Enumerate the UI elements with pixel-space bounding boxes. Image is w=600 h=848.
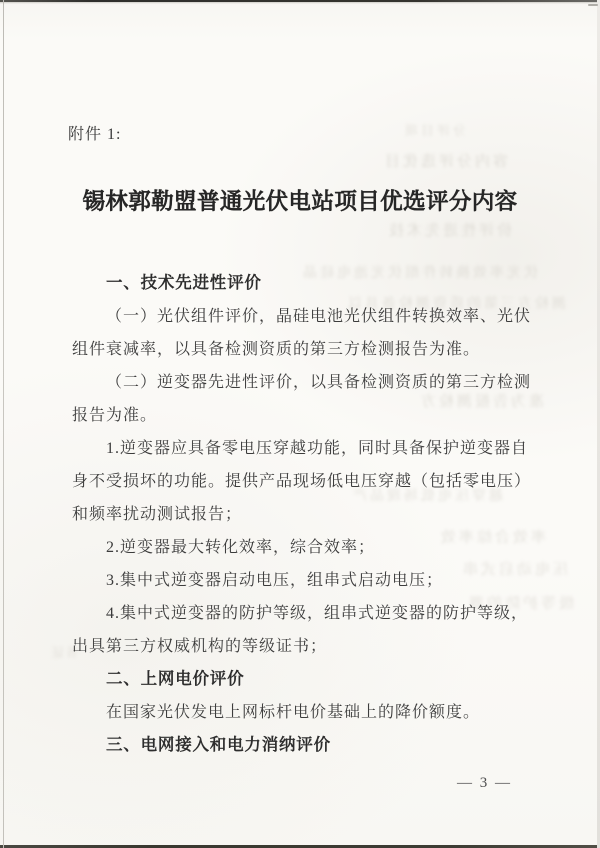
body-line: 报告为准。	[72, 407, 158, 424]
body-line: 1.逆变器应具备零电压穿越功能，同时具备保护逆变器自	[106, 440, 529, 457]
body-line: （一）光伏组件评价，晶硅电池光伏组件转换效率、光伏	[106, 308, 532, 325]
bleedthrough-text: 伏光率效换转件组伏光池电硅晶	[300, 266, 538, 281]
bleedthrough-text: 书证	[48, 645, 81, 660]
section-heading-2: 二、上网电价评价	[106, 670, 245, 688]
body-line: 出具第三方权威机构的等级证书；	[72, 638, 328, 655]
document-title: 锡林郭勒盟普通光伏电站项目优选评分内容	[82, 189, 518, 214]
bleedthrough-text: 级等护防的器	[466, 596, 575, 612]
page-number: — 3 —	[457, 775, 512, 791]
bleedthrough-text: 容内分评选优目	[382, 154, 509, 170]
attachment-label: 附件 1:	[68, 126, 122, 143]
body-line: 4.集中式逆变器的防护等级，组串式逆变器的防护等级，	[106, 605, 529, 622]
body-line: 3.集中式逆变器启动电压，组串式启动电压；	[106, 572, 444, 589]
bleedthrough-text: 率效合综率效	[438, 530, 547, 546]
body-line: 在国家光伏发电上网标杆电价基础上的降价额度。	[106, 704, 481, 721]
bleedthrough-text: 测检方三第的质资测检备具以	[345, 297, 566, 312]
body-line: 和频率扰动测试报告；	[72, 506, 243, 523]
body-line: （二）逆变器先进性评价，以具备检测资质的第三方检测	[106, 374, 532, 391]
section-heading-1: 一、技术先进性评价	[106, 274, 262, 292]
section-heading-3: 三、电网接入和电力消纳评价	[106, 736, 331, 754]
scan-corner-mark	[588, 4, 598, 6]
document-body	[72, 267, 532, 762]
scan-edge-left	[3, 0, 4, 848]
bleedthrough-text: 越穿压电低场现品产	[350, 489, 503, 504]
body-line: 2.逆变器最大转化效率，综合效率；	[106, 539, 376, 556]
bleedthrough-text: 压电动启式串	[460, 562, 569, 578]
bleedthrough-text: 价评性进先术技	[386, 223, 513, 239]
bleedthrough-text: 准为告报测检方	[418, 394, 545, 410]
body-line: 身不受损坏的功能。提供产品现场低电压穿越（包括零电压）	[72, 473, 532, 490]
body-line: 组件衰减率，以具备检测资质的第三方检测报告为准。	[72, 341, 481, 358]
scan-edge-top-shadow	[0, 2, 600, 4]
bleedthrough-text: 分评目项	[402, 123, 467, 138]
